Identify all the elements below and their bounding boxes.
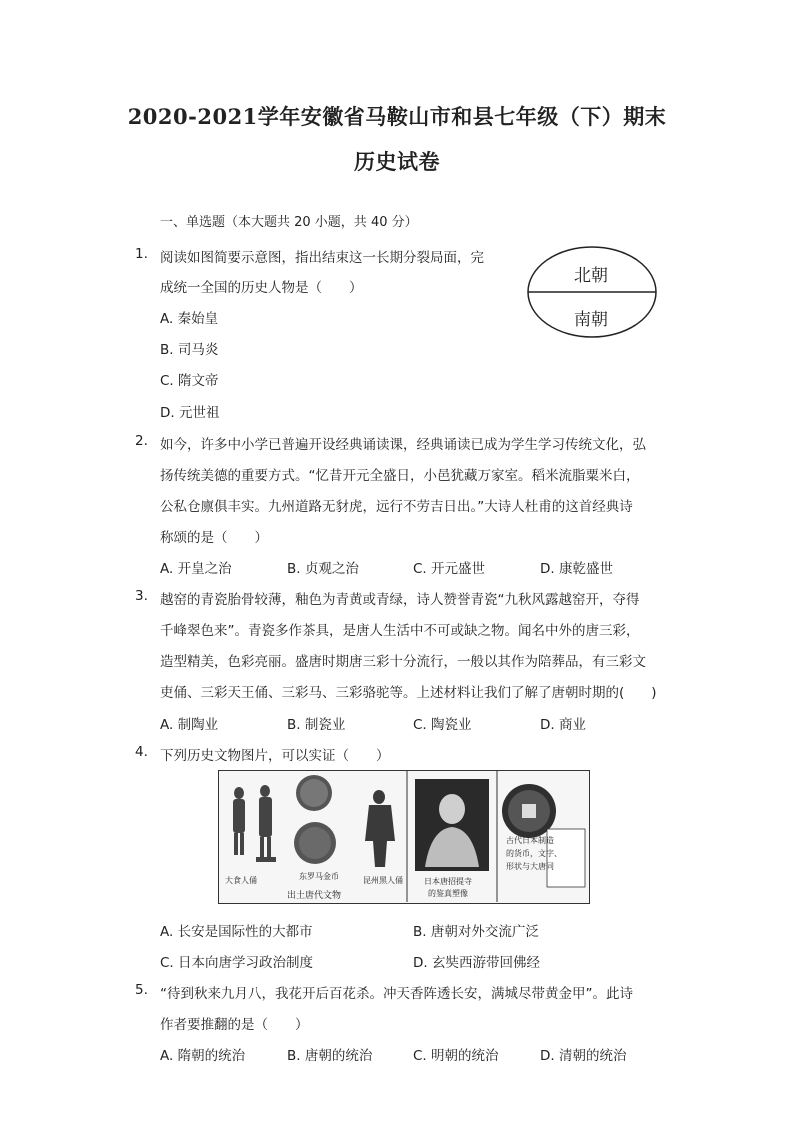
question-text: 公私仓廪俱丰实。九州道路无豺虎，远行不劳吉日出。”大诗人杜甫的这首经典诗 [160,499,633,515]
question-number: 2. [135,433,148,449]
diagram-label-south: 南朝 [574,310,608,330]
question-number: 3. [135,588,148,604]
caption-coin: 东罗马金币 [299,872,339,881]
question-text: 如今，许多中小学已普遍开设经典诵读课，经典诵读已成为学生学习传统文化，弘 [160,437,646,453]
artifact-photo [218,770,590,904]
question-number: 4. [135,744,148,760]
option-a[interactable]: A. 制陶业 [160,717,219,733]
option-b[interactable]: B. 贞观之治 [287,561,359,577]
diagram-label-north: 北朝 [574,266,608,286]
question-number: 5. [135,982,148,998]
caption-japan-1: 古代日本制造 [506,836,554,845]
caption-figure-3: 昆州黑人俑 [363,876,403,885]
option-b[interactable]: B. 唐朝的统治 [287,1048,373,1064]
question-text: 作者要推翻的是（ ） [160,1017,309,1033]
question-text: 扬传统美德的重要方式。“忆昔开元全盛日，小邑犹藏万家室。稻米流脂粟米白， [160,468,640,484]
question-text: 造型精美，色彩亮丽。盛唐时期唐三彩十分流行，一般以其作为陪葬品，有三彩文 [160,654,646,670]
option-a[interactable]: A. 秦始皇 [160,311,219,327]
option-c[interactable]: C. 开元盛世 [413,561,486,577]
option-d[interactable]: D. 商业 [540,717,586,733]
caption-jianzhen-1: 日本唐招提寺 [424,877,472,886]
question-text: 成统一全国的历史人物是（ ） [160,280,363,296]
page-title: 2020-2021学年安徽省马鞍山市和县七年级（下）期末 [127,104,667,129]
page-subtitle: 历史试卷 [354,149,440,174]
option-c[interactable]: C. 明朝的统治 [413,1048,499,1064]
caption-jianzhen-2: 的鉴真塑像 [428,889,468,898]
caption-figure-1: 大食人俑 [225,876,257,885]
option-b[interactable]: B. 司马炎 [160,342,219,358]
caption-japan-3: 形状与大唐同 [506,862,554,871]
option-b[interactable]: B. 制瓷业 [287,717,346,733]
question-text: “待到秋来九月八，我花开后百花杀。冲天香阵透长安，满城尽带黄金甲”。此诗 [160,986,633,1002]
option-c[interactable]: C. 日本向唐学习政治制度 [160,955,314,971]
option-c[interactable]: C. 陶瓷业 [413,717,472,733]
dynasty-diagram [526,245,658,339]
question-text: 称颂的是（ ） [160,530,268,546]
option-d[interactable]: D. 清朝的统治 [540,1048,627,1064]
section-heading: 一、单选题（本大题共 20 小题，共 40 分） [160,215,418,230]
question-number: 1. [135,246,148,262]
option-d[interactable]: D. 元世祖 [160,405,220,421]
option-b[interactable]: B. 唐朝对外交流广泛 [413,924,539,940]
caption-main: 出土唐代文物 [287,891,342,901]
question-text: 吏俑、三彩天王俑、三彩马、三彩骆驼等。上述材料让我们了解了唐朝时期的( ) [160,685,657,701]
option-a[interactable]: A. 长安是国际性的大都市 [160,924,313,940]
question-text: 阅读如图简要示意图，指出结束这一长期分裂局面，完 [160,250,484,266]
option-d[interactable]: D. 康乾盛世 [540,561,613,577]
option-a[interactable]: A. 开皇之治 [160,561,232,577]
option-c[interactable]: C. 隋文帝 [160,373,219,389]
question-text: 下列历史文物图片，可以实证（ ） [160,748,390,764]
caption-japan-2: 的货币，文字、 [506,849,562,858]
question-text: 千峰翠色来”。青瓷多作茶具，是唐人生活中不可或缺之物。闻名中外的唐三彩， [160,623,640,639]
option-a[interactable]: A. 隋朝的统治 [160,1048,246,1064]
option-d[interactable]: D. 玄奘西游带回佛经 [413,955,540,971]
question-text: 越窑的青瓷胎骨较薄，釉色为青黄或青绿，诗人赞誉青瓷“九秋风露越窑开，夺得 [160,592,640,608]
